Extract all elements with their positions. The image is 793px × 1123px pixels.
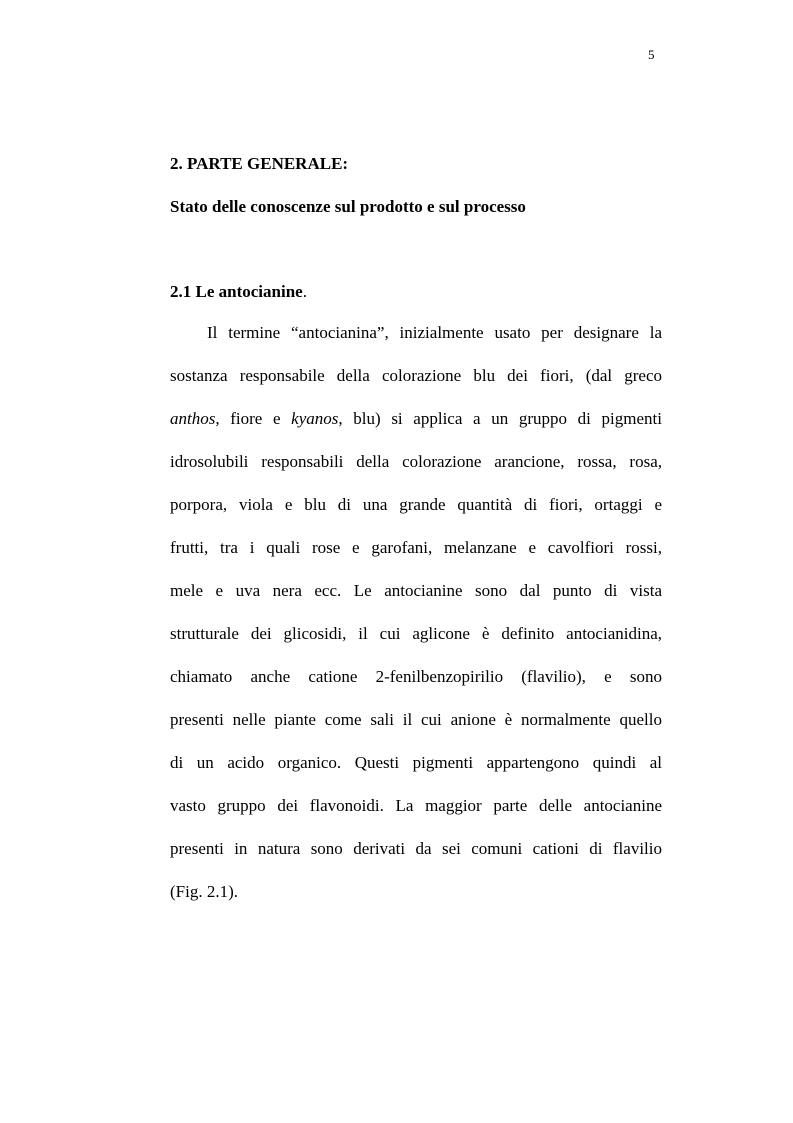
section-title bbox=[170, 281, 307, 303]
paragraph-line: strutturale dei glicosidi, il cui aglicone è definito antocianidina, bbox=[170, 624, 662, 643]
paragraph-line: frutti, tra i quali rose e garofani, melanzane e cavolfiori rossi, bbox=[170, 538, 662, 557]
body-paragraph bbox=[170, 322, 662, 924]
paragraph-line: (Fig. 2.1). bbox=[170, 882, 238, 901]
paragraph-line: sostanza responsabile della colorazione blu dei fiori, (dal greco bbox=[170, 366, 662, 385]
page-number: 5 bbox=[648, 47, 655, 62]
paragraph-line: vasto gruppo dei flavonoidi. La maggior parte delle antocianine bbox=[170, 796, 662, 815]
italic-term-kyanos: kyanos bbox=[291, 409, 339, 428]
paragraph-line: di un acido organico. Questi pigmenti appartengono quindi al bbox=[170, 753, 662, 772]
paragraph-text: fiore e bbox=[219, 409, 292, 428]
paragraph-line: presenti nelle piante come sali il cui anione è normalmente quello bbox=[170, 710, 662, 729]
paragraph-text: , blu) si applica a un gruppo di pigmenti bbox=[338, 409, 662, 428]
italic-term-anthos: anthos, bbox=[170, 409, 220, 428]
chapter-title: 2. PARTE GENERALE: bbox=[170, 154, 349, 173]
paragraph-line: presenti in natura sono derivati da sei comuni cationi di flavilio bbox=[170, 839, 662, 858]
section-title-period: . bbox=[302, 282, 307, 301]
paragraph-line: Il termine “antocianina”, inizialmente usato per designare la bbox=[207, 323, 662, 342]
paragraph-line bbox=[170, 408, 662, 451]
paragraph-line: idrosolubili responsabili della colorazione arancione, rossa, rosa, bbox=[170, 452, 662, 471]
section-title-text: 2.1 Le antocianine bbox=[170, 282, 303, 301]
paragraph-line: chiamato anche catione 2-fenilbenzopirilio (flavilio), e sono bbox=[170, 667, 662, 686]
paragraph-line: porpora, viola e blu di una grande quantità di fiori, ortaggi e bbox=[170, 495, 662, 514]
chapter-subtitle: Stato delle conoscenze sul prodotto e sul processo bbox=[170, 197, 526, 216]
paragraph-line: mele e uva nera ecc. Le antocianine sono dal punto di vista bbox=[170, 581, 662, 600]
